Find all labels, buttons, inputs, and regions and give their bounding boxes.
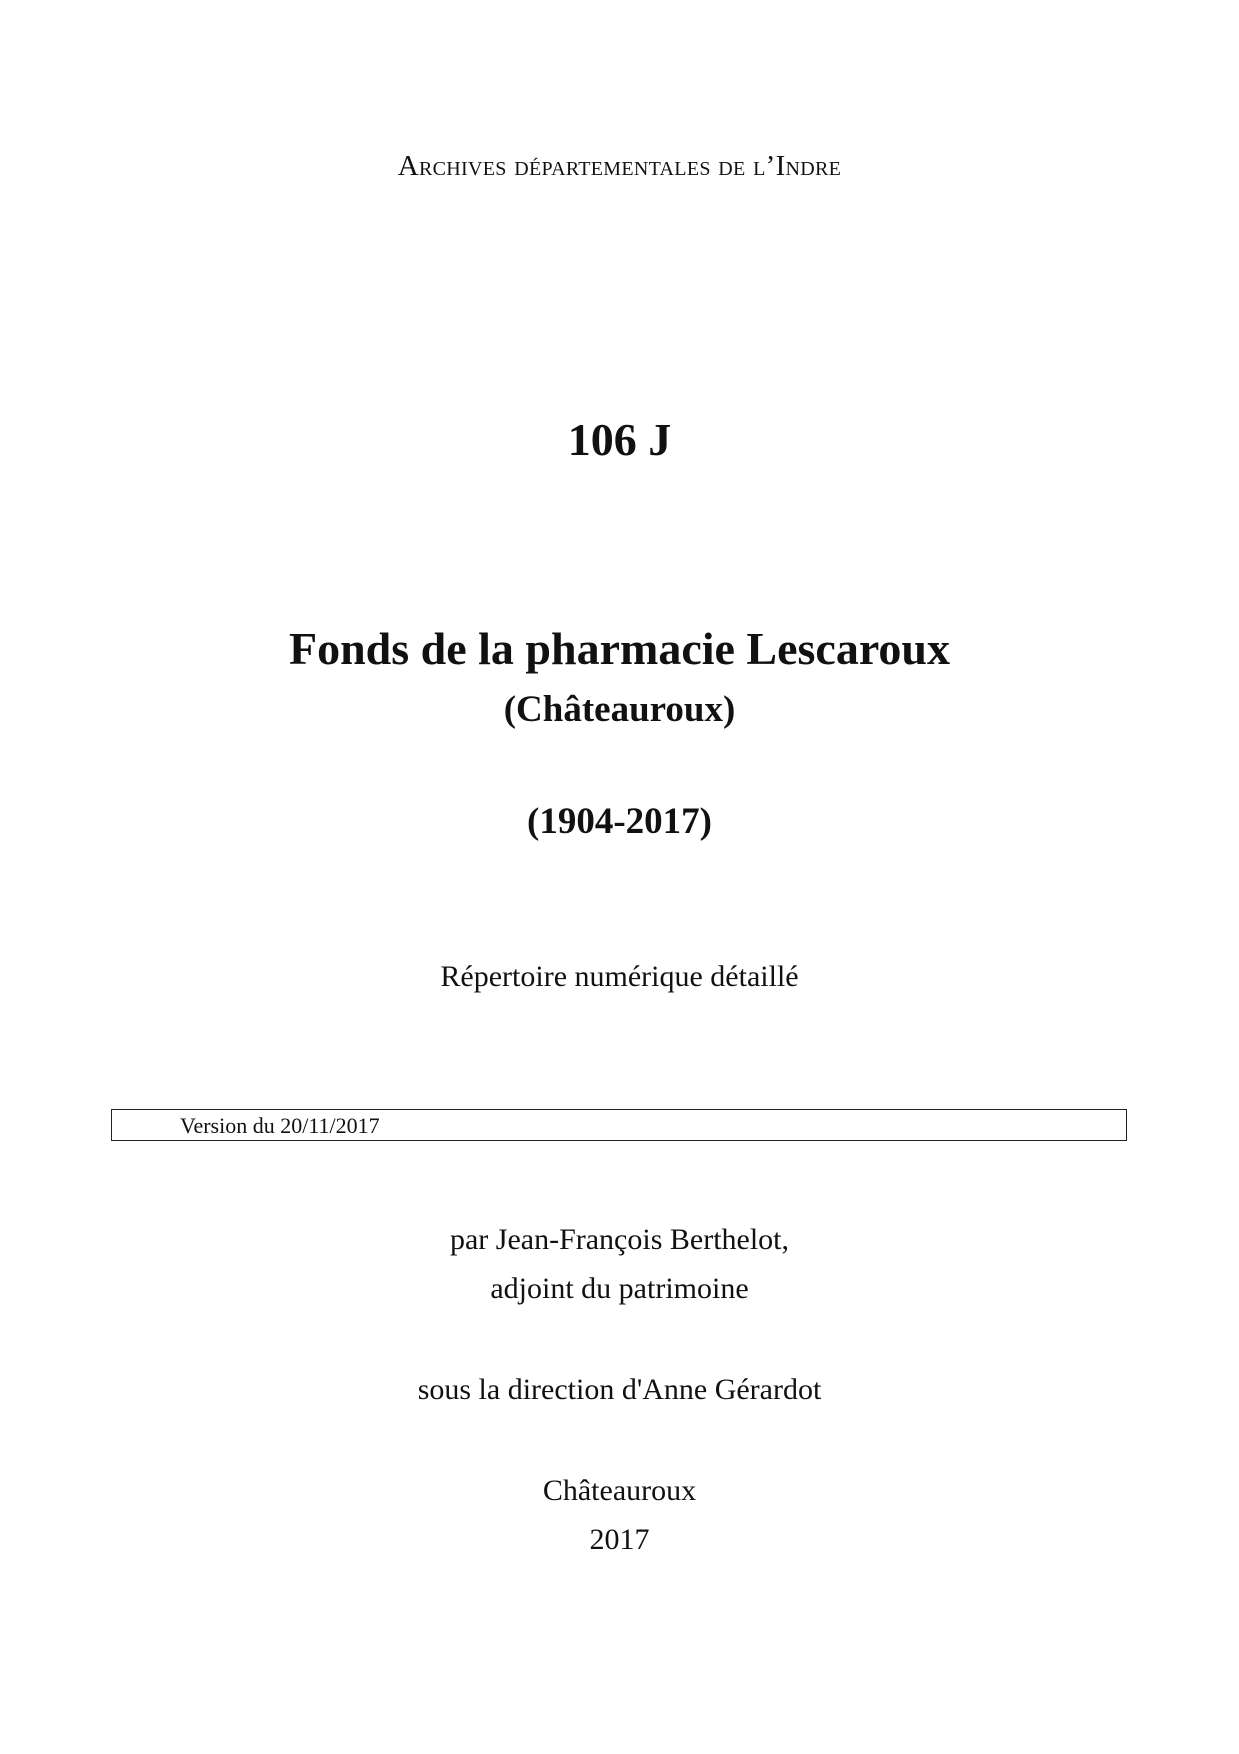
publication-city: Châteauroux: [542, 1474, 697, 1507]
document-title: Fonds de la pharmacie Lescaroux: [288, 623, 951, 674]
fonds-dates: (1904-2017): [527, 801, 712, 842]
version-box: [111, 1109, 1127, 1141]
title-place: (Châteauroux): [503, 689, 736, 730]
institution-name: Archives départementales de l’Indre: [397, 150, 842, 182]
author-line: par Jean-François Berthelot,: [449, 1223, 790, 1256]
publication-year: 2017: [589, 1523, 650, 1556]
version-label: Version du 20/11/2017: [180, 1113, 380, 1138]
author-role: adjoint du patrimoine: [490, 1272, 749, 1305]
fonds-cote: 106 J: [567, 414, 672, 465]
document-type: Répertoire numérique détaillé: [440, 960, 799, 993]
direction-line: sous la direction d'Anne Gérardot: [417, 1373, 822, 1406]
